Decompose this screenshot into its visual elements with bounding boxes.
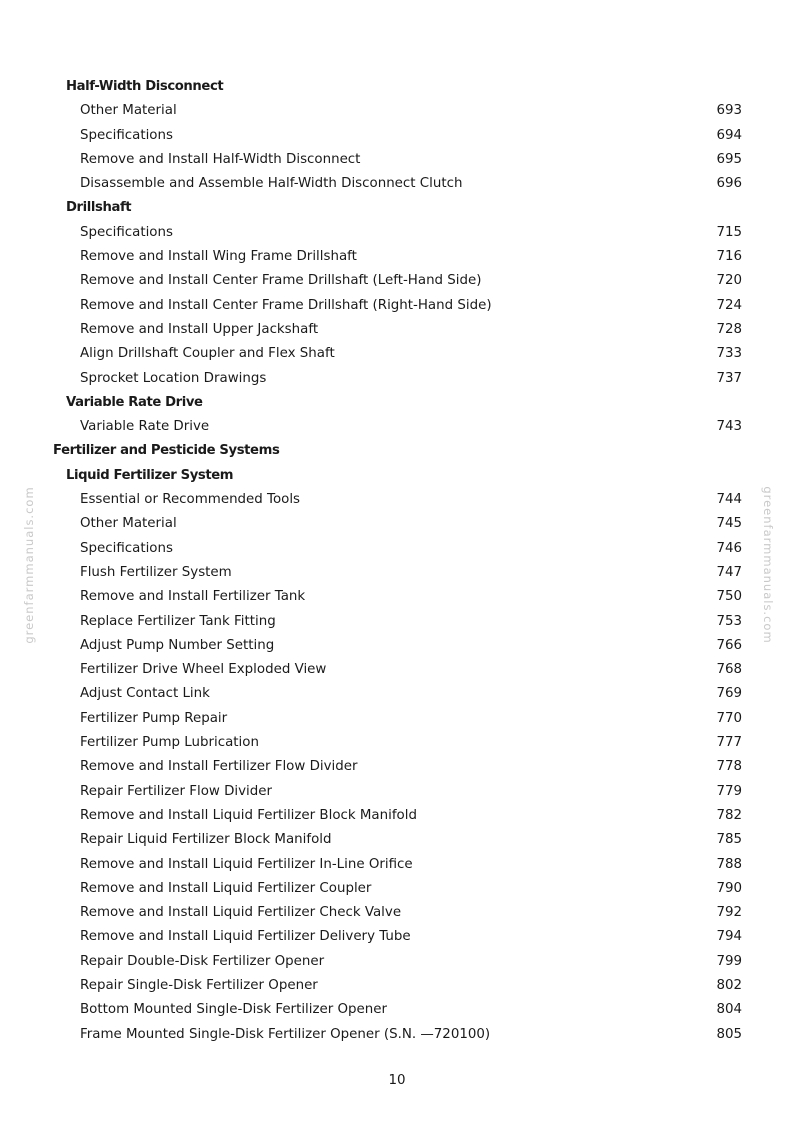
toc-entry[interactable] (0, 828, 794, 852)
toc-subsection-heading (0, 464, 794, 488)
toc-entry[interactable] (0, 853, 794, 877)
toc-entry-title: Liquid Fertilizer System (66, 467, 234, 483)
toc-entry-page-number: 804 (716, 1002, 742, 1018)
toc-subsection-heading (0, 391, 794, 415)
toc-entry[interactable] (0, 537, 794, 561)
toc-entry[interactable] (0, 998, 794, 1022)
watermark-left: greenfarmmanuals.com (22, 486, 36, 644)
toc-entry-page-number: 766 (716, 637, 742, 653)
table-of-contents (0, 75, 794, 1047)
toc-entry[interactable] (0, 512, 794, 536)
toc-entry-page-number: 743 (716, 419, 742, 435)
toc-entry-title: Repair Liquid Fertilizer Block Manifold (80, 832, 332, 848)
toc-entry-title: Remove and Install Liquid Fertilizer Check Valve (80, 905, 402, 921)
toc-entry-title: Specifications (80, 127, 173, 143)
toc-entry-page-number: 720 (716, 273, 742, 289)
toc-entry[interactable] (0, 172, 794, 196)
toc-entry[interactable] (0, 901, 794, 925)
toc-entry-page-number: 799 (716, 953, 742, 969)
toc-entry-page-number: 805 (716, 1026, 742, 1042)
toc-entry[interactable] (0, 804, 794, 828)
toc-entry-title: Repair Fertilizer Flow Divider (80, 783, 273, 799)
toc-entry[interactable] (0, 99, 794, 123)
toc-entry-page-number: 769 (716, 686, 742, 702)
toc-entry-title: Sprocket Location Drawings (80, 370, 267, 386)
toc-entry[interactable] (0, 245, 794, 269)
toc-entry-page-number: 745 (716, 516, 742, 532)
toc-entry-page-number: 785 (716, 832, 742, 848)
toc-entry-title: Fertilizer Pump Lubrication (80, 735, 259, 751)
toc-entry-title: Remove and Install Wing Frame Drillshaft (80, 249, 357, 265)
toc-entry[interactable] (0, 294, 794, 318)
toc-entry-title: Remove and Install Liquid Fertilizer Delivery Tube (80, 929, 411, 945)
toc-entry[interactable] (0, 124, 794, 148)
toc-entry-title: Flush Fertilizer System (80, 564, 232, 580)
toc-entry-title: Remove and Install Center Frame Drillshaft (Left-Hand Side) (80, 273, 482, 289)
toc-entry[interactable] (0, 658, 794, 682)
toc-entry-title: Remove and Install Liquid Fertilizer In-Line Orifice (80, 856, 413, 872)
toc-entry-title: Half-Width Disconnect (66, 79, 224, 94)
toc-entry-page-number: 728 (716, 321, 742, 337)
toc-entry-page-number: 779 (716, 783, 742, 799)
toc-entry-title: Specifications (80, 224, 173, 240)
toc-entry[interactable] (0, 707, 794, 731)
page-number: 10 (388, 1073, 406, 1088)
toc-entry-title: Frame Mounted Single-Disk Fertilizer Opener (S.N. —720100) (80, 1026, 491, 1042)
toc-entry-title: Variable Rate Drive (66, 394, 203, 410)
toc-entry-page-number: 733 (716, 346, 742, 362)
toc-entry[interactable] (0, 731, 794, 755)
toc-entry-page-number: 747 (716, 564, 742, 580)
toc-entry[interactable] (0, 269, 794, 293)
toc-entry-page-number: 782 (716, 807, 742, 823)
toc-entry-title: Fertilizer Drive Wheel Exploded View (80, 662, 327, 678)
toc-entry-page-number: 746 (716, 540, 742, 556)
toc-entry-title: Adjust Pump Number Setting (80, 637, 275, 653)
toc-subsection-heading (0, 75, 794, 99)
toc-section-heading (0, 439, 794, 463)
toc-entry-title: Disassemble and Assemble Half-Width Disconnect Clutch (80, 176, 463, 192)
toc-entry-title: Remove and Install Liquid Fertilizer Coupler (80, 880, 372, 896)
toc-entry[interactable] (0, 318, 794, 342)
toc-entry-page-number: 693 (716, 103, 742, 119)
toc-entry-title: Replace Fertilizer Tank Fitting (80, 613, 276, 629)
toc-entry-page-number: 792 (716, 905, 742, 921)
toc-entry-page-number: 778 (716, 759, 742, 775)
toc-entry-title: Align Drillshaft Coupler and Flex Shaft (80, 346, 335, 362)
toc-entry-title: Variable Rate Drive (80, 419, 210, 435)
toc-entry-title: Remove and Install Upper Jackshaft (80, 321, 319, 337)
toc-entry-title: Other Material (80, 516, 177, 532)
toc-entry-page-number: 695 (716, 151, 742, 167)
toc-entry[interactable] (0, 488, 794, 512)
toc-entry[interactable] (0, 925, 794, 949)
toc-entry-page-number: 788 (716, 856, 742, 872)
toc-entry-title: Repair Single-Disk Fertilizer Opener (80, 977, 318, 993)
toc-entry-page-number: 750 (716, 589, 742, 605)
toc-entry-page-number: 802 (716, 977, 742, 993)
toc-entry-page-number: 744 (716, 492, 742, 508)
toc-entry-title: Other Material (80, 103, 177, 119)
toc-entry-page-number: 715 (716, 224, 742, 240)
toc-entry-page-number: 696 (716, 176, 742, 192)
toc-entry-page-number: 737 (716, 370, 742, 386)
toc-entry[interactable] (0, 780, 794, 804)
toc-entry-title: Fertilizer and Pesticide Systems (53, 443, 280, 459)
toc-entry-title: Drillshaft (66, 200, 132, 216)
toc-entry-title: Repair Double-Disk Fertilizer Opener (80, 953, 325, 969)
toc-entry-page-number: 794 (716, 929, 742, 945)
toc-entry-page-number: 790 (716, 880, 742, 896)
toc-entry-page-number: 768 (716, 662, 742, 678)
toc-entry-title: Specifications (80, 540, 173, 556)
toc-entry-page-number: 716 (716, 249, 742, 265)
toc-entry[interactable] (0, 634, 794, 658)
toc-entry[interactable] (0, 950, 794, 974)
toc-entry-page-number: 753 (716, 613, 742, 629)
toc-entry[interactable] (0, 148, 794, 172)
toc-entry[interactable] (0, 974, 794, 998)
toc-entry[interactable] (0, 561, 794, 585)
toc-entry[interactable] (0, 221, 794, 245)
toc-entry-title: Remove and Install Half-Width Disconnect (80, 151, 361, 167)
toc-entry-title: Bottom Mounted Single-Disk Fertilizer Opener (80, 1002, 388, 1018)
toc-entry-title: Essential or Recommended Tools (80, 492, 301, 508)
toc-subsection-heading (0, 196, 794, 220)
toc-entry-title: Fertilizer Pump Repair (80, 710, 228, 726)
toc-entry[interactable] (0, 610, 794, 634)
toc-entry-title: Remove and Install Fertilizer Flow Divider (80, 759, 358, 775)
toc-entry-page-number: 694 (716, 127, 742, 143)
toc-entry-page-number: 724 (716, 297, 742, 313)
toc-entry-page-number: 770 (716, 710, 742, 726)
toc-entry[interactable] (0, 877, 794, 901)
toc-entry[interactable] (0, 682, 794, 706)
toc-entry[interactable] (0, 1023, 794, 1047)
watermark-right: greenfarmmanuals.com (761, 486, 775, 644)
toc-entry[interactable] (0, 367, 794, 391)
toc-entry-title: Remove and Install Liquid Fertilizer Block Manifold (80, 807, 417, 823)
toc-entry[interactable] (0, 342, 794, 366)
toc-entry[interactable] (0, 415, 794, 439)
toc-entry[interactable] (0, 755, 794, 779)
toc-entry-title: Remove and Install Fertilizer Tank (80, 589, 306, 605)
toc-entry[interactable] (0, 585, 794, 609)
toc-entry-title: Remove and Install Center Frame Drillshaft (Right-Hand Side) (80, 297, 492, 313)
toc-entry-title: Adjust Contact Link (80, 686, 210, 702)
toc-entry-page-number: 777 (716, 735, 742, 751)
